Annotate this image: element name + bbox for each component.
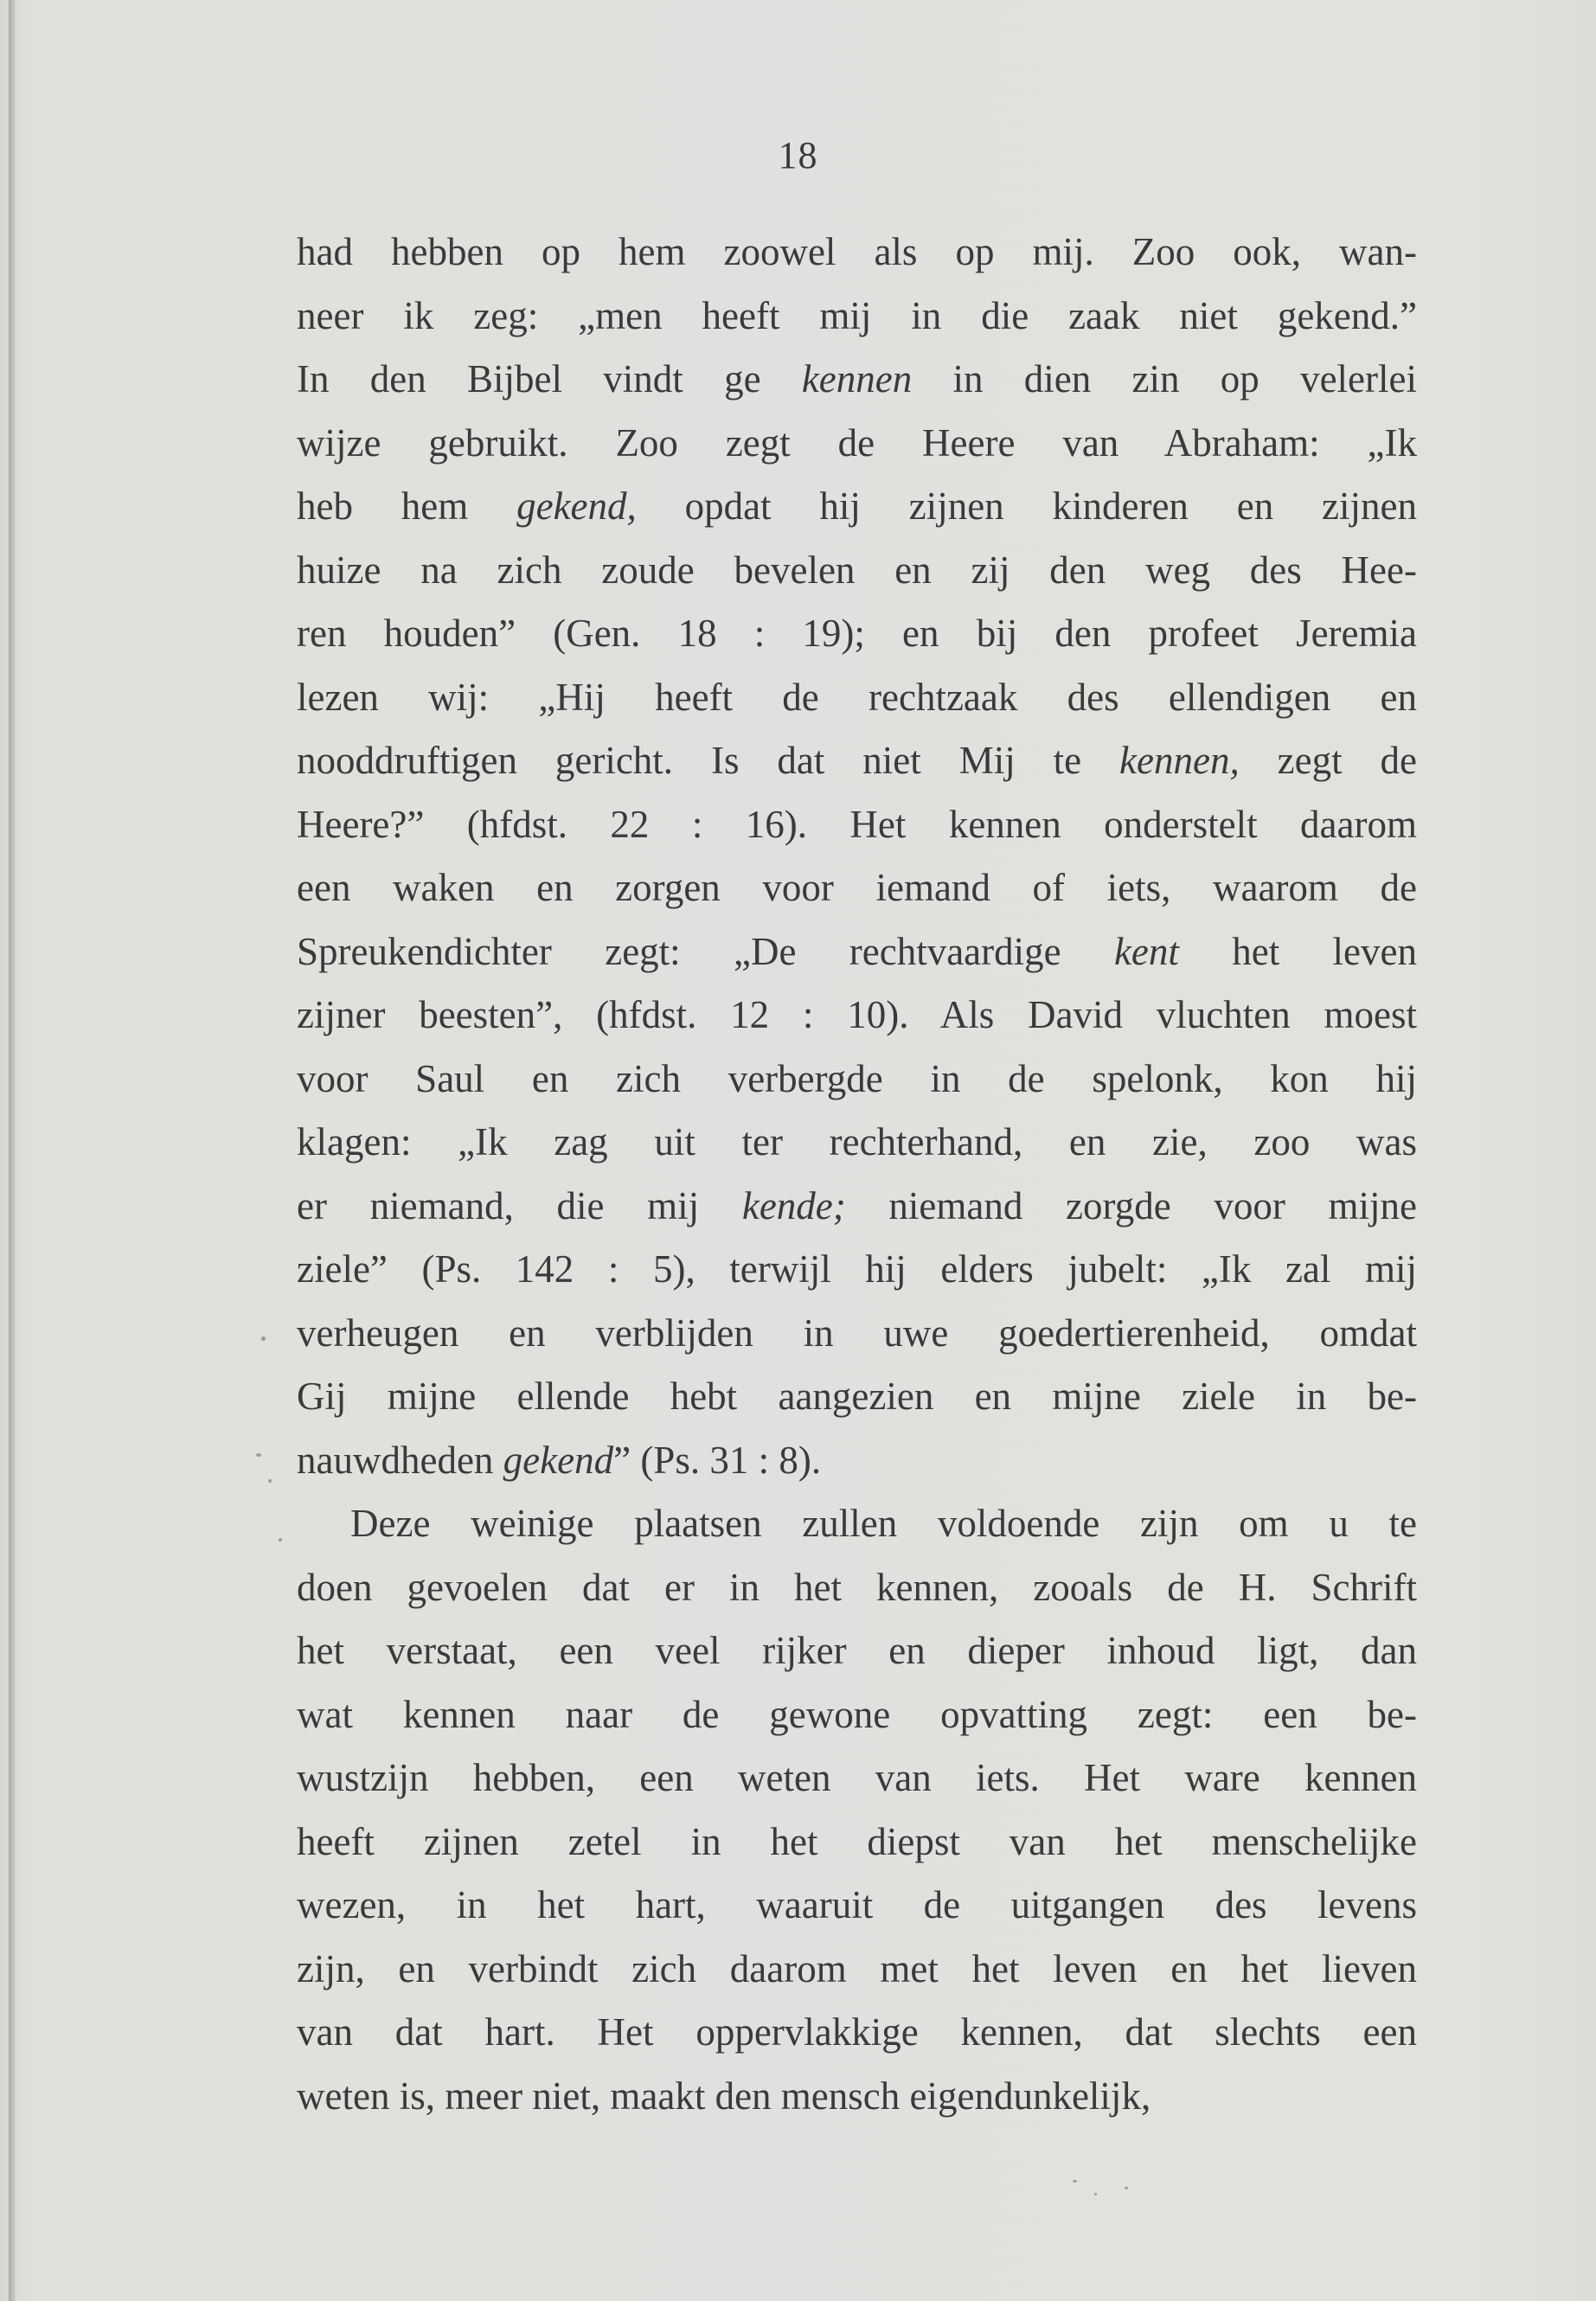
paper-speck — [1094, 2193, 1097, 2195]
page-edge-shadow — [9, 0, 16, 2301]
text-segment: klagen: „Ik zag uit ter rechterhand, en zie, zoo was — [297, 1120, 1417, 1163]
text-segment: Heere?” (hfdst. 22 : 16). Het kennen onderstelt daarom — [297, 802, 1417, 846]
text-line — [297, 2065, 1417, 2129]
text-segment: wijze gebruikt. Zoo zegt de Heere van Abraham: „Ik — [297, 420, 1417, 465]
text-segment: Deze weinige plaatsen zullen voldoende zijn om u te — [350, 1502, 1417, 1545]
text-segment: niemand zorgde voor mijne — [845, 1183, 1417, 1227]
text-line — [297, 1492, 1417, 1556]
text-segment: zegt de — [1239, 739, 1417, 782]
italic-word: kent — [1113, 929, 1179, 973]
text-line — [297, 729, 1417, 793]
text-line — [297, 539, 1417, 603]
text-segment: heeft zijnen zetel in het diepst van het menschelijke — [297, 1819, 1417, 1863]
text-segment: nooddruftigen gericht. Is dat niet Mij te — [297, 739, 1120, 782]
paper-speck — [256, 1453, 261, 1457]
italic-word: kende; — [741, 1183, 846, 1227]
text-line — [297, 920, 1417, 984]
page-number: 18 — [778, 134, 818, 176]
text-segment: had hebben op hem zoowel als op mij. Zoo ook, wan- — [297, 230, 1417, 273]
text-line — [297, 412, 1417, 476]
paper-speck — [279, 1538, 282, 1541]
text-line — [297, 1365, 1417, 1429]
text-segment: ” (Ps. 31 : 8). — [613, 1438, 822, 1482]
italic-word: gekend — [503, 1438, 614, 1482]
text-line — [297, 1747, 1417, 1811]
text-segment: het leven — [1178, 929, 1417, 973]
text-line — [297, 221, 1417, 285]
text-segment: Gij mijne ellende hebt aangezien en mijne ziele in be- — [297, 1375, 1417, 1418]
text-line — [297, 856, 1417, 920]
text-segment: nauwdheden — [297, 1438, 503, 1482]
text-segment: lezen wij: „Hij heeft de rechtzaak des ellendigen en — [297, 675, 1417, 719]
text-segment: zijn, en verbindt zich daarom met het leven en het lieven — [297, 1946, 1417, 1990]
text-line — [297, 793, 1417, 857]
paper-speck — [268, 1479, 272, 1483]
text-segment: neer ik zeg: „men heeft mij in die zaak niet gekend.” — [297, 293, 1417, 337]
text-line — [297, 285, 1417, 349]
text-segment: in dien zin op velerlei — [912, 357, 1417, 401]
paper-speck — [261, 1336, 266, 1341]
text-segment: ziele” (Ps. 142 : 5), terwijl hij elders jubelt: „Ik zal mij — [297, 1247, 1417, 1291]
text-line — [297, 1048, 1417, 1112]
text-line — [297, 984, 1417, 1048]
italic-word: gekend, — [516, 484, 637, 528]
paper-speck — [1073, 2180, 1077, 2182]
text-segment: zijner beesten”, (hfdst. 12 : 10). Als David vluchten moest — [297, 993, 1417, 1036]
text-segment: voor Saul en zich verbergde in de spelonk, kon hij — [297, 1056, 1417, 1100]
text-line — [297, 1683, 1417, 1747]
text-segment: wustzijn hebben, een weten van iets. Het ware kennen — [297, 1756, 1417, 1799]
text-segment: ren houden” (Gen. 18 : 19); en bij den profeet Jeremia — [297, 612, 1417, 655]
text-segment: een waken en zorgen voor iemand of iets, waarom de — [297, 866, 1417, 909]
text-segment: Spreukendichter zegt: „De rechtvaardige — [297, 929, 1114, 973]
text-segment: opdat hij zijnen kinderen en zijnen — [636, 484, 1417, 528]
text-line — [297, 1556, 1417, 1620]
text-line — [297, 1302, 1417, 1366]
text-segment: wat kennen naar de gewone opvatting zegt: een be- — [297, 1692, 1417, 1736]
text-line — [297, 2001, 1417, 2065]
text-line — [297, 602, 1417, 666]
text-line — [297, 1938, 1417, 2002]
italic-word: kennen — [801, 357, 913, 401]
text-segment: huize na zich zoude bevelen en zij den weg des Hee- — [297, 548, 1417, 592]
text-segment: verheugen en verblijden in uwe goedertierenheid, omdat — [297, 1311, 1417, 1355]
text-segment: doen gevoelen dat er in het kennen, zooals de H. Schrift — [297, 1565, 1417, 1609]
text-segment: weten is, meer niet, maakt den mensch eigendunkelijk, — [297, 2073, 1151, 2118]
text-segment: het verstaat, een veel rijker en dieper inhoud ligt, dan — [297, 1629, 1417, 1672]
text-line — [297, 1111, 1417, 1175]
body-text — [297, 221, 1417, 2128]
italic-word: kennen, — [1119, 739, 1240, 782]
text-segment: van dat hart. Het oppervlakkige kennen, dat slechts een — [297, 2010, 1417, 2054]
text-segment: er niemand, die mij — [297, 1183, 742, 1227]
text-line — [297, 1619, 1417, 1683]
text-segment: In den Bijbel vindt ge — [297, 357, 802, 401]
text-line — [297, 1874, 1417, 1938]
paper-speck — [1125, 2187, 1128, 2189]
text-line — [297, 1429, 1417, 1493]
text-line — [297, 475, 1417, 539]
text-segment: heb hem — [297, 484, 517, 528]
text-segment: wezen, in het hart, waaruit de uitgangen des levens — [297, 1883, 1417, 1926]
text-line — [297, 666, 1417, 730]
text-line — [297, 1175, 1417, 1239]
text-line — [297, 1238, 1417, 1302]
text-line — [297, 1811, 1417, 1875]
text-line — [297, 348, 1417, 412]
